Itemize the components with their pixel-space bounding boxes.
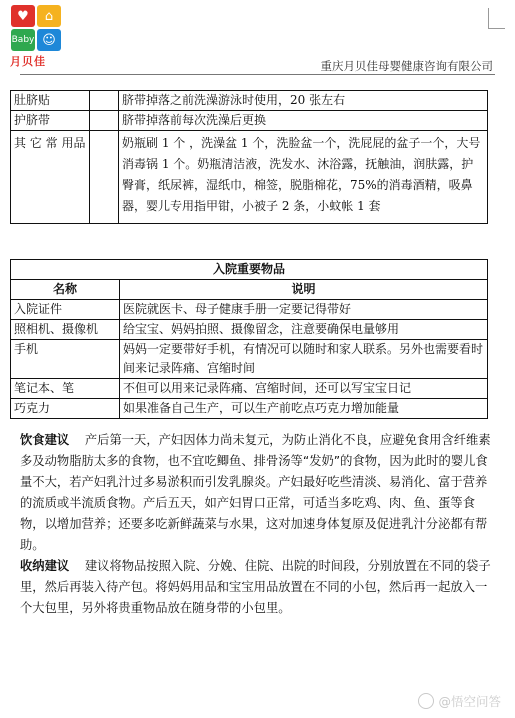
logo-tiles [10,4,62,52]
table-header-row [11,280,488,300]
header-divider [20,74,495,75]
column-header-name: 名称 [11,280,120,300]
item-desc: 医院就医卡、母子健康手册一定要记得带好 [120,300,488,320]
diet-advice-text: 产后第一天，产妇因体力尚未复元，为防止消化不良，应避免食用含纤维素多及动物脂肪太多的食物，也不宜吃鲫鱼、排骨汤等“发奶”的食物，因为此时的婴儿食量不大，若产妇乳汁过多易淤积而引发乳腺炎。产妇最好吃些清淡、易消化、富于营养的流质或半流质食物。产后五天，如产妇胃口正常，可适当多吃鸡、肉、鱼、蛋等食物，以增加营养；还要多吃新鲜蔬菜与水果，这对加速身体复原及促进乳汁分泌都有帮助。 [20,433,491,552]
spacer-cell [90,111,119,131]
logo-sub-text: Baby [11,29,35,51]
storage-advice-label: 收纳建议 [20,559,70,573]
item-desc: 如果准备自己生产，可以生产前吃点巧克力增加能量 [120,399,488,419]
wukong-icon [418,693,434,709]
table-row [11,320,488,340]
watermark-text: @悟空问答 [438,694,501,709]
item-desc: 给宝宝、妈妈拍照、摄像留念，注意要确保电量够用 [120,320,488,340]
row-label: 护脐带 [11,111,90,131]
row-text: 脐带掉落之前洗澡游泳时使用，20 张左右 [119,91,488,111]
spacer-cell [90,91,119,111]
diet-advice-label: 饮食建议 [20,433,70,447]
smile-icon: ☺ [37,29,61,51]
storage-advice [20,556,497,619]
item-name: 手机 [11,340,120,379]
table-row [11,91,488,111]
supplies-table [10,90,488,224]
company-name: 重庆月贝佳母婴健康咨询有限公司 [320,59,493,73]
house-icon: ⌂ [37,5,61,27]
heart-icon: ♥ [11,5,35,27]
diet-advice [20,430,497,556]
company-logo [4,4,70,66]
spacer-cell [90,131,119,224]
logo-brand-text: 月贝佳 [10,55,46,68]
hospital-items-table [10,259,488,419]
row-text: 奶瓶刷 1 个 ，洗澡盆 1 个，洗脸盆一个，洗屁屁的盆子一个，大号消毒锅 1 个。奶瓶清洁液，洗发水、沐浴露，抚触油，润肤露，护臀膏，纸尿裤，湿纸巾，棉签，脱脂棉花，75%的消毒酒精，吸鼻器，婴儿专用指甲钳，小被子 2 条，小蚊帐 1 套 [119,131,488,224]
item-name: 笔记本、笔 [11,379,120,399]
table-title-row [11,260,488,280]
column-header-desc: 说明 [120,280,488,300]
row-label: 肚脐贴 [11,91,90,111]
table-row [11,399,488,419]
item-desc: 不但可以用来记录阵痛、宫缩时间，还可以写宝宝日记 [120,379,488,399]
table-title: 入院重要物品 [11,260,488,280]
row-label: 其 它 常 用品 [11,131,90,224]
table-row [11,131,488,224]
storage-advice-text: 建议将物品按照入院、分娩、住院、出院的时间段，分别放置在不同的袋子里，然后再装入待产包。将妈妈用品和宝宝用品放置在不同的小包，然后再一起放入一个大包里，另外将贵重物品放在随身带的小包里。 [20,559,491,615]
item-name: 巧克力 [11,399,120,419]
table-row [11,111,488,131]
table-row [11,300,488,320]
item-name: 照相机、摄像机 [11,320,120,340]
row-text: 脐带掉落前每次洗澡后更换 [119,111,488,131]
crop-mark [488,8,505,29]
item-name: 入院证件 [11,300,120,320]
table-row [11,340,488,379]
item-desc: 妈妈一定要带好手机，有情况可以随时和家人联系。另外也需要看时间来记录阵痛、宫缩时间 [120,340,488,379]
watermark [418,692,501,710]
table-row [11,379,488,399]
